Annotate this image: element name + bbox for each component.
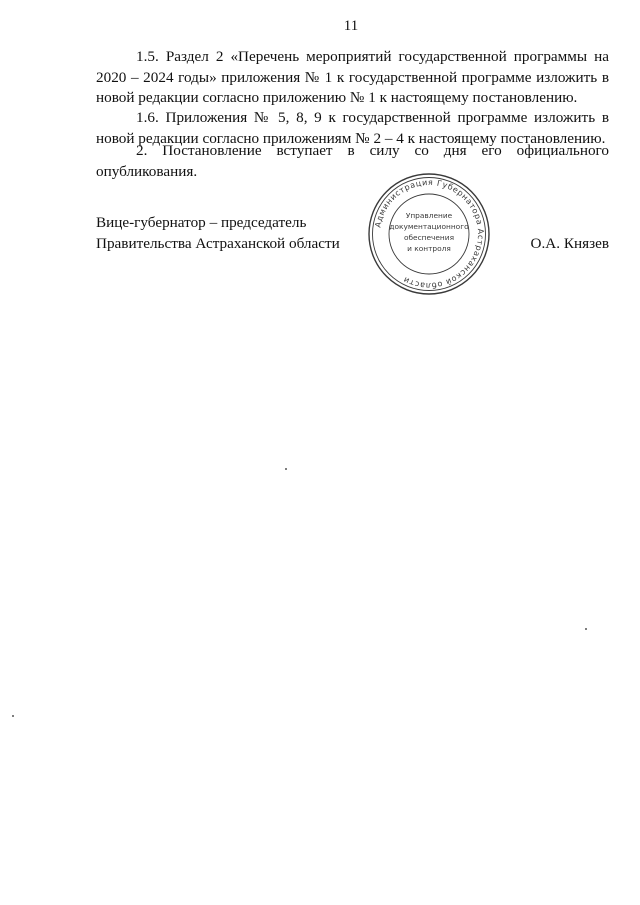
scan-speck	[12, 715, 14, 717]
signatory-title-line-2: Правительства Астраханской области	[96, 234, 340, 252]
signatory-title	[96, 213, 340, 254]
signatory-name: О.А. Князев	[530, 235, 609, 252]
seal-center-line-2: документационного	[389, 222, 469, 231]
seal-ring-text: Администрация Губернатора Астраханской области	[373, 177, 486, 291]
paragraph-1-5	[96, 47, 609, 109]
paragraph-1-5-text: 1.5. Раздел 2 «Перечень мероприятий государственной программы на 2020 – 2024 годы» приложения № 1 к государственной программе изложить в новой редакции согласно приложению № 1 к настоящему постановлению.	[96, 48, 609, 106]
scan-speck	[585, 628, 587, 630]
seal-center-line-1: Управление	[405, 211, 453, 220]
seal-center-text	[389, 211, 469, 253]
seal-center-line-4: и контроля	[407, 244, 451, 253]
scan-speck	[285, 468, 287, 470]
seal-center-line-3: обеспечения	[403, 233, 455, 242]
official-seal-stamp	[366, 171, 492, 297]
paragraph-2	[96, 141, 609, 182]
paragraph-1-6-text: 1.6. Приложения № 5, 8, 9 к государственной программе изложить в новой редакции согласно приложениям № 2 – 4 к настоящему постановлению.	[96, 109, 609, 147]
paragraph-2-text: 2. Постановление вступает в силу со дня его официального опубликования.	[96, 142, 609, 180]
signatory-title-line-1: Вице-губернатор – председатель	[96, 214, 307, 231]
page-number: 11	[343, 18, 359, 34]
